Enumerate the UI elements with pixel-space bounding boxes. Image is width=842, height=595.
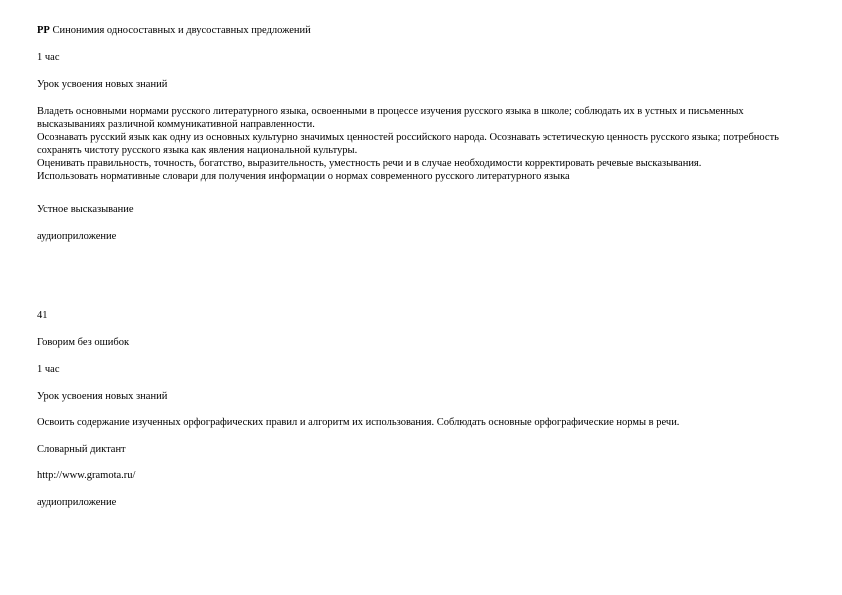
lesson-1-control: Устное высказывание	[37, 204, 134, 215]
lesson-2-title: Говорим без ошибок	[37, 337, 130, 348]
lesson-1-outcomes	[37, 105, 807, 183]
lesson-1-hours: 1 час	[37, 52, 60, 63]
lesson-1-outcome: Оценивать правильность, точность, богатство, выразительность, уместность речи и в случае необходимости корректировать речевые высказывания.	[37, 158, 702, 169]
lesson-1-type: Урок усвоения новых знаний	[37, 79, 168, 90]
lesson-2-outcome: Освоить содержание изученных орфографических правил и алгоритм их использования. Соблюдать основные орфографические нормы в речи.	[37, 417, 680, 428]
lesson-1-outcome: Владеть основными нормами русского литературного языка, освоенными в процессе изучения русского языка в школе; соблюдать их в устных и письменных высказываниях различной коммуникативной направленности.	[37, 106, 744, 130]
lesson-1-outcome: Использовать нормативные словари для получения информации о нормах современного русского литературного языка	[37, 171, 570, 182]
lesson-2-type: Урок усвоения новых знаний	[37, 391, 168, 402]
lesson-2-link[interactable]: http://www.gramota.ru/	[37, 470, 136, 481]
lesson-2-resource: аудиоприложение	[37, 497, 117, 508]
lesson-2-number: 41	[37, 310, 48, 321]
lesson-1-resource: аудиоприложение	[37, 231, 117, 242]
lesson-1-outcome: Осознавать русский язык как одну из основных культурно значимых ценностей российского народа. Осознавать эстетическую ценность русского языка; потребность сохранять чистоту русского языка как явления национальной культуры.	[37, 132, 779, 156]
lesson-1-title-prefix: РР	[37, 25, 50, 36]
lesson-2-hours: 1 час	[37, 364, 60, 375]
lesson-1-title	[37, 24, 311, 37]
lesson-1-title-text: Синонимия односоставных и двусоставных предложений	[49, 25, 311, 36]
lesson-2-control: Словарный диктант	[37, 444, 126, 455]
